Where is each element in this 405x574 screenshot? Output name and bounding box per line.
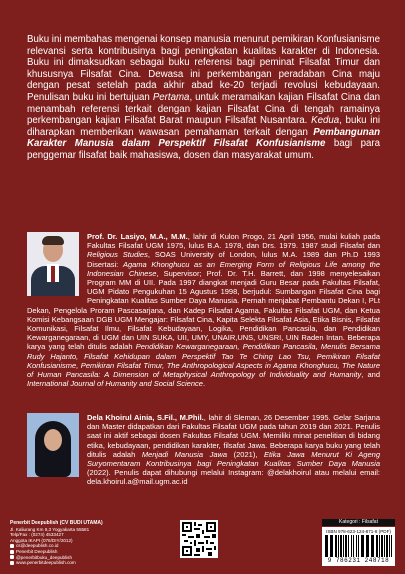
social-text: cs@deepublish.co.id bbox=[16, 543, 59, 549]
bio-em: Pendidikan Kewarganegaraan, Pendidikan Pancasila, Menulis Bersama Rudy Hajanto, Filsafat Kehidupan dalam Perspektif Tao Te Ching Lao Tsu, Pemikiran Filsafat Konfusianisme, Pemikiran Filsafat Timur, The Anthropological Aspects in Agama Khonghucu, The Nature of Human Pancasila: A Dimension of Metaphysical Anthropology of Individuality and Humanity bbox=[27, 342, 380, 380]
category-label: Kategori : Filsafat bbox=[322, 519, 395, 526]
qr-code-graphic bbox=[182, 522, 216, 556]
isbn-text: ISBN 978-623-124-871-8 (PDF) bbox=[326, 529, 391, 534]
bio-text: (2021), bbox=[227, 449, 264, 459]
bio-text: , lahir di Kulon Progo, 21 April 1956, mulai kuliah pada Fakultas Filsafat UGM 1975, lulus B.A. 1978, dan Drs. 1979. 1987 studi Filsafat dan bbox=[87, 232, 380, 251]
author-bio-text bbox=[27, 232, 380, 388]
blurb-paragraph bbox=[27, 34, 380, 162]
barcode-icon bbox=[325, 535, 392, 557]
author-bio-text bbox=[27, 413, 380, 487]
social-text: @penerbitbuku_deepublish bbox=[16, 554, 73, 560]
author-photo-lasiyo bbox=[27, 232, 79, 296]
blurb-text-1: Buku ini membahas mengenai konsep manusia menurut pemikiran Konfusianisme relevansi serta kontribusinya bagi peningkatan kualitas karakter di Indonesia. Buku ini dimaksudkan sebagai buku referensi bagi peminat Filsafat Timur dan khususnya Filsafat Cina. Dewasa ini perkembangan peradaban Cina maju dengan pesat setelah pada akhir abad ke-20 terjadi revolusi kebudayaan. Penulisan buku ini bertujuan bbox=[27, 34, 380, 103]
web-icon bbox=[10, 561, 14, 565]
blurb-strong: Pembangunan Karakter Manusia dalam Perspektif Filsafat Konfusianisme bbox=[27, 126, 380, 150]
bio-text: , lahir di Sleman, 26 Desember 1995. Gelar Sarjana dan Master didapatkan dari Fakultas Filsafat UGM pada tahun 2019 dan 2021. Penulis saat ini aktif sebagai dosen Fakultas Filsafat UGM. Memiliki minat penelitian di bidang etika, kebudayaan, pendidikan karakter, filsafat Jawa. Beberapa karya buku yang telah ditulis adalah bbox=[87, 413, 380, 459]
author-bio-dela bbox=[27, 413, 380, 487]
bio-text: , and bbox=[361, 370, 380, 380]
publisher-name: Penerbit Deepublish (CV BUDI UTAMA) bbox=[10, 520, 103, 526]
facebook-icon bbox=[10, 550, 14, 554]
bio-em: Etika Jawa Menurut Ki Ageng Suryomentaram Kontribusinya bagi Peningkatan Kualitas Sumber Daya Manusia bbox=[87, 449, 380, 469]
blurb-em-1: Pertama bbox=[152, 91, 190, 103]
bio-text: , Supervisor; Prof. Dr. T.H. Barrett, dan 1998 menyelesaikan Program MM di UII. Pada 1997 diangkat menjadi Guru Besar pada Fakultas Filsafat, UGM Pidato Pengukuhan 15 Agustus 1998, berjudul: Sumbangan Filsafat Cina bagi Peningkatan Kualitas Sumber Daya Manusia. Pernah menjabat Pembantu Dekan I, PLt Dekan, Pengelola Proram Pascasarjana, dan Kadep Filsafat Agama, Fakultas Filsafat UGM, dan Ketua Komisi Kebangsaan DGB UGM Mengajar: Filsafat Cina, Kapita Selekta Filsafat Asia, Etika Bisnis, Filsafat Komunikasi, Filsafat Ilmu, Filsafat Kebudayaan, Logika, Pendidikan Pancasila, dan Pendidikan Kewarganegaraan, di UGM dan UIN SUKA, UII, UMY, UNAIR,UNS, UNSRI, UIN Raden Intan. Beberapa karya yang telah ditulis adalah bbox=[27, 268, 380, 352]
publisher-membership: Anggota IKAPI (076/DIY/2012) bbox=[10, 537, 73, 543]
blurb-text-2: , untuk meramaikan kajian Filsafat Cina dan menambah referensi terkait dengan kajian Filsafat Cina di tengah ramainya perkembangan kajian Filsafat Barat maupun Filsafat Nusantara. bbox=[27, 91, 380, 127]
bio-em: Agama Khonghucu as an Emerging Form of Religious Life among the Indonesian Chinese bbox=[87, 259, 380, 278]
blurb-em-2: Kedua bbox=[311, 115, 340, 127]
bio-em: Menjadi Manusia Jawa bbox=[141, 449, 228, 459]
publisher-info bbox=[10, 521, 150, 566]
bio-em: International Journal of Humanity and Social Science bbox=[27, 379, 203, 389]
bio-text: (2022). Penulis dapat dihubungi melalui Instagram: @delakhoirul atau melalui email: dela.khoirul.a@mail.ugm.ac.id bbox=[87, 468, 380, 487]
blurb-text-4: bagi para penggemar filsafat baik mahasiswa, dosen dan masyarakat umum. bbox=[27, 138, 380, 161]
bio-text: , SOAS University of London, lulus M.A. 1989 dan Ph.D 1993 Disertasi: bbox=[87, 250, 380, 269]
book-blurb bbox=[27, 34, 380, 162]
isbn-barcode bbox=[322, 527, 395, 566]
barcode-digits: 9 786231 248718 bbox=[327, 557, 390, 564]
author-name: Prof. Dr. Lasiyo, M.A., M.M. bbox=[87, 232, 188, 241]
bio-text: . bbox=[202, 379, 206, 389]
email-icon bbox=[10, 544, 14, 548]
social-text: Penerbit Deepublish bbox=[16, 548, 58, 554]
social-text: www.penerbitdeepublish.com bbox=[16, 560, 76, 566]
publisher-website[interactable] bbox=[10, 560, 150, 566]
author-name: Dela Khoirul Ainia, S.Fil., M.Phil. bbox=[87, 413, 204, 422]
author-photo-dela bbox=[27, 413, 79, 477]
qr-code-icon bbox=[180, 520, 218, 558]
author-bio-lasiyo bbox=[27, 232, 380, 388]
instagram-icon bbox=[10, 555, 14, 559]
publisher-address: Jl. Kaliurang Km 9,3 Yogyakarta 55581 bbox=[10, 526, 90, 532]
publisher-phone: Telp/Fax : (0274) 4533427 bbox=[10, 532, 64, 538]
blurb-text-3: , buku ini diharapkan memberikan wawasan pemahaman terkait dengan bbox=[27, 115, 380, 138]
bio-em: Religious Studies bbox=[87, 250, 148, 260]
